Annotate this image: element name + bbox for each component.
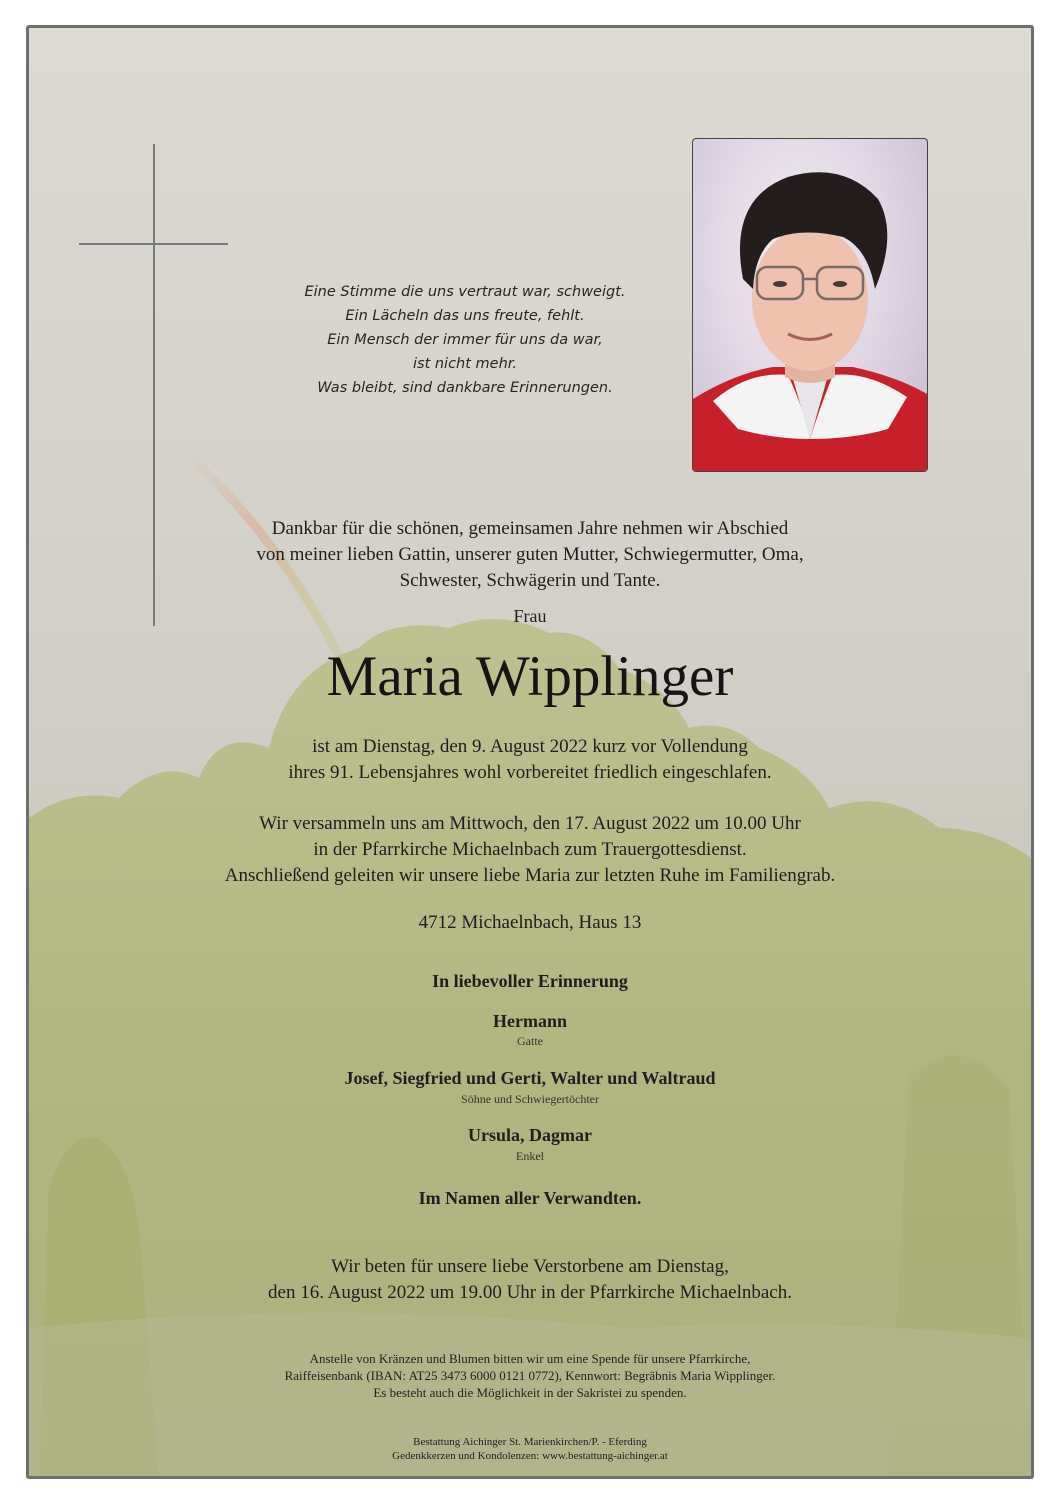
funeral-home-footer [29, 1435, 1031, 1463]
poem-line: ist nicht mehr. [412, 356, 518, 372]
address: 4712 Michaelnbach, Haus 13 [418, 912, 642, 933]
intro-line: Dankbar für die schönen, gemeinsamen Jahre nehmen wir Abschied [271, 518, 789, 539]
family-member-name: Hermann [493, 1011, 567, 1031]
cross-horizontal-bar [79, 243, 228, 245]
deceased-name: Maria Wipplinger [326, 645, 734, 708]
portrait-photo [692, 138, 928, 472]
prayer-notice [29, 1254, 1031, 1306]
poem-line: Eine Stimme die uns vertraut war, schweigt. [304, 284, 626, 300]
donation-line: Anstelle von Kränzen und Blumen bitten wir um eine Spende für unsere Pfarrkirche, [309, 1351, 751, 1366]
poem-line: Ein Mensch der immer für uns da war, [327, 332, 603, 348]
family-member-role: Gatte [517, 1034, 543, 1048]
funeral-details [29, 811, 1031, 889]
memory-heading: In liebevoller Erinnerung [432, 971, 628, 991]
funeral-line: Anschließend geleiten wir unsere liebe Maria zur letzten Ruhe im Familiengrab. [224, 865, 836, 886]
family-member-role: Enkel [516, 1149, 544, 1163]
family-member-role: Söhne und Schwiegertöchter [461, 1092, 599, 1106]
prayer-line: Wir beten für unsere liebe Verstorbene am Dienstag, [331, 1256, 729, 1277]
donation-line: Es besteht auch die Möglichkeit in der Sakristei zu spenden. [373, 1385, 687, 1400]
poem-line: Was bleibt, sind dankbare Erinnerungen. [317, 380, 613, 396]
relatives-line: Im Namen aller Verwandten. [418, 1188, 642, 1208]
footer-line: Gedenkkerzen und Kondolenzen: www.bestattung-aichinger.at [392, 1450, 668, 1462]
poem-line: Ein Lächeln das uns freute, fehlt. [345, 308, 585, 324]
death-notice-line: ihres 91. Lebensjahres wohl vorbereitet friedlich eingeschlafen. [288, 762, 772, 783]
footer-line: Bestattung Aichinger St. Marienkirchen/P. - Eferding [413, 1436, 647, 1448]
funeral-line: in der Pfarrkirche Michaelnbach zum Trauergottesdienst. [313, 839, 747, 860]
family-member-name: Ursula, Dagmar [468, 1125, 592, 1145]
salutation: Frau [513, 606, 547, 626]
intro-text [29, 516, 1031, 594]
memorial-poem [265, 280, 665, 400]
funeral-line: Wir versammeln uns am Mittwoch, den 17. August 2022 um 10.00 Uhr [259, 813, 801, 834]
death-notice [29, 734, 1031, 786]
family-member-name: Josef, Siegfried und Gerti, Walter und Waltraud [344, 1068, 716, 1088]
intro-line: von meiner lieben Gattin, unserer guten Mutter, Schwiegermutter, Oma, [256, 544, 804, 565]
obituary-card [26, 25, 1034, 1479]
prayer-line: den 16. August 2022 um 19.00 Uhr in der Pfarrkirche Michaelnbach. [268, 1282, 792, 1303]
death-notice-line: ist am Dienstag, den 9. August 2022 kurz vor Vollendung [312, 736, 748, 757]
donation-note [29, 1350, 1031, 1401]
intro-line: Schwester, Schwägerin und Tante. [399, 570, 661, 591]
donation-line: Raiffeisenbank (IBAN: AT25 3473 6000 0121 0772), Kennwort: Begräbnis Maria Wipplinger. [284, 1368, 776, 1383]
